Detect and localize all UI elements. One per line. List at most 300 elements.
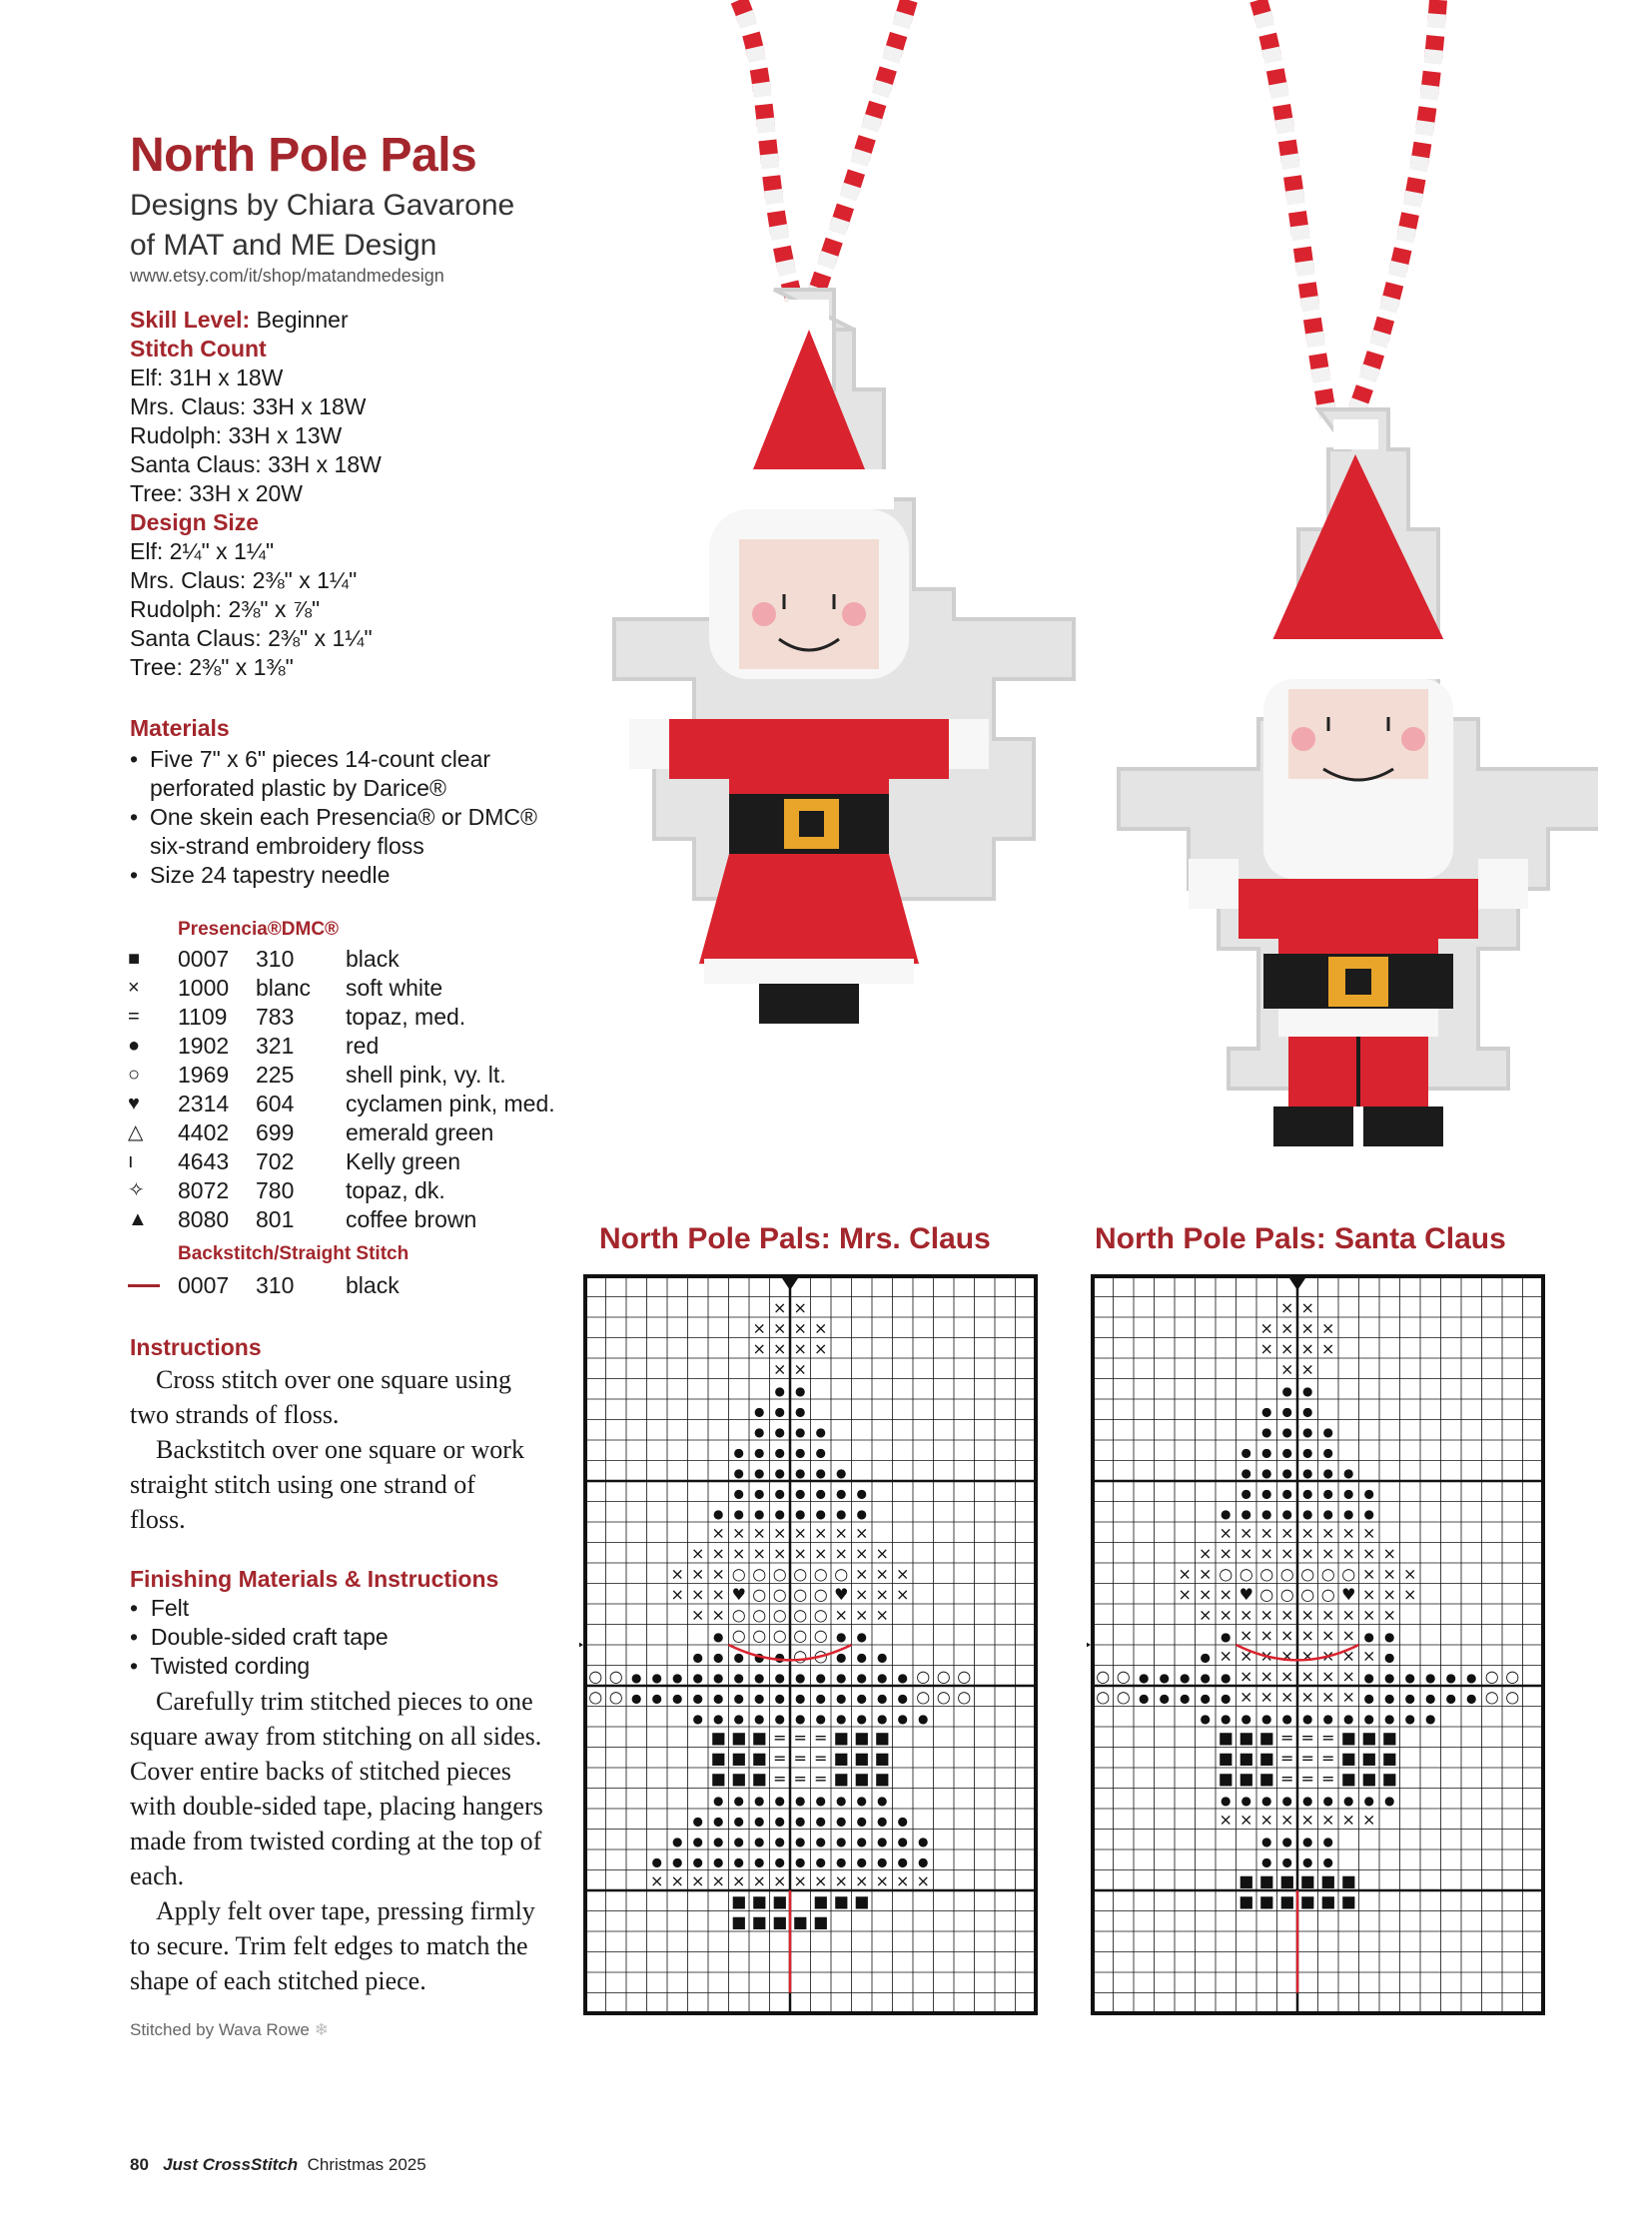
stitch-symbol: ×	[1259, 1338, 1273, 1358]
stitch-symbol: ♥	[1239, 1584, 1253, 1604]
key-row	[128, 1118, 555, 1147]
stitch-symbol: ×	[1382, 1543, 1396, 1563]
stitch-symbol: ●	[774, 1670, 785, 1685]
stitch-symbol: ●	[754, 1670, 765, 1685]
stitch-symbol: ●	[733, 1814, 744, 1829]
stitch-symbol: ×	[752, 1338, 766, 1358]
stitch-symbol: ●	[897, 1814, 908, 1829]
key-color: emerald green	[346, 1119, 494, 1145]
stitch-symbol: ●	[1322, 1445, 1333, 1460]
stitch-symbol: ■	[874, 1748, 890, 1768]
stitch-symbol: ●	[754, 1650, 765, 1665]
key-color: topaz, dk.	[346, 1177, 445, 1203]
stitch-symbol: ●	[1404, 1711, 1415, 1726]
key-symbol: ○	[128, 1064, 141, 1086]
stitch-symbol: ●	[815, 1424, 826, 1439]
designer-url[interactable]: www.etsy.com/it/shop/matandmedesign	[130, 266, 444, 286]
stitch-symbol: ●	[795, 1854, 806, 1869]
stitch-symbol: ×	[1259, 1605, 1273, 1625]
stitch-symbol: ■	[1299, 1870, 1315, 1890]
stitch-symbol: ○	[1341, 1564, 1356, 1584]
key-symbol: ▲	[128, 1208, 148, 1230]
stitch-symbol: ■	[854, 1891, 870, 1911]
backstitch-heading: Backstitch/Straight Stitch	[178, 1243, 410, 1264]
santa-ornament	[1119, 409, 1598, 1146]
stitch-symbol: ●	[1363, 1506, 1374, 1521]
stitch-symbol: ○	[1320, 1584, 1335, 1604]
mrs-claus-ornament	[614, 290, 1074, 1024]
stitch-symbol: ○	[1279, 1584, 1294, 1604]
stitch-symbol: ×	[814, 1870, 828, 1890]
stitch-symbol: ×	[855, 1605, 869, 1625]
stitch-symbol: ×	[1239, 1687, 1253, 1707]
stitch-symbol: ×	[711, 1564, 725, 1584]
stitch-symbol: ●	[1240, 1486, 1251, 1501]
stitch-symbol: ×	[1219, 1523, 1233, 1543]
stitch-symbol: ×	[1341, 1810, 1355, 1830]
stitch-symbol: ×	[834, 1870, 848, 1890]
stitch-symbol: ●	[1261, 1424, 1272, 1439]
ornaments-photo	[599, 0, 1598, 1178]
key-dmc: 780	[256, 1177, 295, 1203]
stitch-symbol: ●	[774, 1383, 785, 1398]
stitch-symbol: =	[814, 1748, 828, 1768]
stitch-symbol: ●	[815, 1691, 826, 1706]
stitch-symbol: =	[1300, 1728, 1314, 1748]
stitch-symbol: ○	[834, 1564, 849, 1584]
key-color: soft white	[346, 975, 443, 1001]
stitch-symbol: ●	[836, 1834, 847, 1849]
stitch-symbol: ○	[916, 1687, 931, 1707]
stitch-symbol: ●	[1281, 1424, 1292, 1439]
stitch-symbol: ×	[732, 1870, 746, 1890]
issue-name: Christmas 2025	[307, 2155, 426, 2174]
stitch-symbol: ×	[1362, 1605, 1376, 1625]
stitch-symbol: ×	[834, 1605, 848, 1625]
stitch-symbol: ×	[1341, 1646, 1355, 1666]
stitch-symbol: ×	[1382, 1605, 1396, 1625]
stitch-symbol: ●	[1363, 1711, 1374, 1726]
stitch-symbol: ■	[1258, 1769, 1274, 1789]
stitch-symbol: ×	[1300, 1666, 1314, 1686]
stitch-symbol: ■	[1218, 1769, 1234, 1789]
stitch-symbol: ■	[854, 1748, 870, 1768]
stitch-symbol: ●	[733, 1445, 744, 1460]
stitch-symbol: ×	[1259, 1625, 1273, 1645]
key-color: black	[346, 946, 400, 972]
key-presencia: 1000	[178, 975, 230, 1001]
stitch-symbol: ●	[1466, 1670, 1477, 1685]
list-item: • One skein each Presencia® or DMC® six-strand embroidery floss	[130, 804, 537, 859]
stitcher-credit: Stitched by Wava Rowe ❄	[130, 2020, 329, 2039]
stitch-symbol: ●	[1322, 1834, 1333, 1849]
stitch-symbol: ■	[751, 1769, 767, 1789]
stitch-symbol: ●	[1322, 1486, 1333, 1501]
stitch-symbol: ●	[733, 1834, 744, 1849]
stitch-symbol: ×	[855, 1523, 869, 1543]
stitch-symbol: ■	[731, 1769, 747, 1789]
stitch-symbol: ●	[836, 1711, 847, 1726]
finishing-text	[130, 1684, 549, 1998]
color-key-table	[128, 945, 555, 1234]
stitch-symbol: ■	[1239, 1748, 1254, 1768]
stitch-symbol: ●	[1281, 1404, 1292, 1419]
key-dmc: blanc	[256, 975, 311, 1001]
stitch-symbol: ○	[793, 1564, 808, 1584]
stitch-symbol: ●	[1159, 1691, 1170, 1706]
stitch-symbol: ×	[1362, 1543, 1376, 1563]
twisted-cord-left	[739, 0, 909, 300]
stitch-symbol: ●	[1281, 1445, 1292, 1460]
stitch-symbol: ○	[1300, 1584, 1315, 1604]
stitch-symbol: ○	[916, 1666, 931, 1686]
stitch-symbol: ●	[1159, 1670, 1170, 1685]
materials-heading: Materials	[130, 715, 230, 741]
stitch-symbol: =	[1321, 1728, 1335, 1748]
stitch-symbol: ■	[751, 1891, 767, 1911]
stitch-symbol: ×	[1219, 1646, 1233, 1666]
stitch-symbol: ○	[772, 1584, 787, 1604]
mrs-claus-chart	[579, 1268, 1045, 2047]
designer-line-1: Designs by Chiara Gavarone	[130, 189, 515, 222]
stitch-symbol: ●	[836, 1854, 847, 1869]
stitch-symbol: ●	[1261, 1486, 1272, 1501]
stitch-symbol: ♥	[834, 1584, 849, 1604]
stitch-symbol: ●	[1240, 1445, 1251, 1460]
stitch-symbol: ○	[1219, 1564, 1234, 1584]
stitch-symbol: ●	[713, 1834, 724, 1849]
stitch-symbol: ●	[713, 1691, 724, 1706]
key-color: red	[346, 1033, 380, 1059]
key-presencia: 8072	[178, 1177, 230, 1203]
stitch-symbol: ×	[1219, 1605, 1233, 1625]
stitch-symbol: ×	[875, 1564, 889, 1584]
key-color: topaz, med.	[346, 1004, 466, 1030]
stitch-symbol: ●	[733, 1650, 744, 1665]
stitch-symbol: ×	[855, 1870, 869, 1890]
stitch-symbol: ×	[1239, 1605, 1253, 1625]
stitch-symbol: ×	[1199, 1543, 1213, 1563]
stitch-symbol: ●	[1281, 1383, 1292, 1398]
stitch-symbol: ×	[1239, 1543, 1253, 1563]
key-presencia: 4643	[178, 1148, 230, 1174]
stitch-symbol: ●	[1281, 1834, 1292, 1849]
list-item: • Double-sided craft tape	[130, 1624, 389, 1650]
stitch-symbol: ●	[815, 1814, 826, 1829]
stitch-symbol: ●	[856, 1691, 867, 1706]
stitch-symbol: ●	[754, 1711, 765, 1726]
stitch-symbol: ×	[1382, 1584, 1396, 1604]
stitch-symbol: ■	[1279, 1870, 1295, 1890]
stitch-symbol: ●	[815, 1670, 826, 1685]
santa-claus-chart	[1087, 1268, 1552, 2047]
stitch-symbol: ×	[1341, 1543, 1355, 1563]
stitch-symbol: ●	[1302, 1506, 1313, 1521]
stitch-symbol: ■	[792, 1911, 808, 1931]
stitch-symbol: ○	[731, 1564, 746, 1584]
stitch-count-item: Elf: 31H x 18W	[130, 365, 284, 390]
stitch-symbol: ×	[1280, 1605, 1294, 1625]
stitch-symbol: ×	[1199, 1584, 1213, 1604]
stitch-symbol: ×	[793, 1318, 807, 1338]
stitch-symbol: ●	[897, 1711, 908, 1726]
stitch-symbol: ○	[1096, 1666, 1111, 1686]
key-color: coffee brown	[346, 1206, 477, 1232]
stitch-symbol: ■	[1340, 1769, 1356, 1789]
stitch-symbol: ●	[1302, 1424, 1313, 1439]
stitch-symbol: ×	[1321, 1646, 1335, 1666]
stitch-symbol: ×	[691, 1605, 705, 1625]
finishing-paragraph: Carefully trim stitched pieces to one square away from stitching on all sides. Cover entire backs of stitched pieces with double-sided tape, placing hangers made from twisted cording at the top of each.	[130, 1687, 543, 1890]
stitch-symbol: ×	[834, 1543, 848, 1563]
stitch-symbol: ●	[692, 1834, 703, 1849]
stitch-symbol: ●	[754, 1404, 765, 1419]
key-dmc: 783	[256, 1004, 295, 1030]
stitch-symbol: ■	[833, 1891, 849, 1911]
stitch-symbol: ×	[1321, 1543, 1335, 1563]
stitch-symbol: ●	[754, 1445, 765, 1460]
stitch-symbol: ■	[1320, 1891, 1336, 1911]
stitch-symbol: ×	[1341, 1687, 1355, 1707]
center-arrow-icon	[1087, 1637, 1091, 1653]
stitch-symbol: ●	[836, 1691, 847, 1706]
stitch-symbol: ○	[813, 1625, 828, 1645]
stitch-symbol: ×	[691, 1543, 705, 1563]
stitch-symbol: ×	[1341, 1625, 1355, 1645]
stitch-symbol: ●	[1343, 1465, 1354, 1480]
stitch-symbol: =	[1280, 1728, 1294, 1748]
stitch-symbol: ■	[751, 1728, 767, 1748]
finishing-paragraph: Apply felt over tape, pressing firmly to secure. Trim felt edges to match the shape of each stitched piece.	[130, 1896, 535, 1995]
stitch-symbol: ●	[754, 1814, 765, 1829]
stitch-symbol: ■	[1239, 1728, 1254, 1748]
stitch-symbol: ×	[773, 1297, 787, 1317]
stitch-symbol: ■	[731, 1891, 747, 1911]
stitch-symbol: ○	[772, 1605, 787, 1625]
stitch-symbol: ○	[813, 1646, 828, 1666]
stitch-symbol: ■	[854, 1769, 870, 1789]
stitch-symbol: ●	[713, 1854, 724, 1869]
key-dmc: 321	[256, 1033, 295, 1059]
stitch-symbol: ○	[793, 1625, 808, 1645]
stitch-symbol: ×	[1362, 1523, 1376, 1543]
stitch-symbol: ■	[1258, 1870, 1274, 1890]
stitch-symbol: ●	[651, 1670, 662, 1685]
stitch-symbol: ●	[774, 1424, 785, 1439]
magazine-name: Just CrossStitch	[163, 2155, 299, 2174]
stitch-symbol: ●	[713, 1814, 724, 1829]
stitch-symbol: ●	[815, 1486, 826, 1501]
stitch-symbol: ●	[795, 1691, 806, 1706]
snowflake-icon: ❄	[314, 2020, 329, 2039]
stitch-symbol: ×	[793, 1359, 807, 1379]
stitch-symbol: ×	[773, 1543, 787, 1563]
stitch-symbol: ●	[1384, 1670, 1395, 1685]
stitch-symbol: ×	[875, 1870, 889, 1890]
stitch-symbol: ×	[1219, 1584, 1233, 1604]
page-footer	[130, 2155, 426, 2175]
stitch-symbol: ○	[1505, 1666, 1520, 1686]
mrs-claus-chart-title: North Pole Pals: Mrs. Claus	[599, 1222, 991, 1255]
stitch-symbol: ○	[731, 1605, 746, 1625]
stitch-symbol: ●	[1322, 1506, 1333, 1521]
stitch-symbol: ●	[1404, 1691, 1415, 1706]
stitch-symbol: ×	[752, 1523, 766, 1543]
santa-claus-chart-title: North Pole Pals: Santa Claus	[1095, 1222, 1506, 1255]
stitch-symbol: ×	[855, 1543, 869, 1563]
stitch-symbol: ○	[1116, 1666, 1131, 1686]
stitch-symbol: ●	[672, 1691, 683, 1706]
stitch-symbol: ×	[1199, 1605, 1213, 1625]
stitch-symbol: ●	[1281, 1711, 1292, 1726]
stitch-symbol: ■	[731, 1911, 747, 1931]
instructions-paragraph: Cross stitch over one square using two strands of floss.	[130, 1365, 512, 1429]
design-size-item: Mrs. Claus: 2⅜" x 1¼"	[130, 567, 358, 593]
stitch-symbol: ×	[875, 1543, 889, 1563]
skill-label: Skill Level:	[130, 307, 251, 333]
key-symbol: ●	[128, 1035, 141, 1057]
stitch-symbol: ×	[773, 1338, 787, 1358]
stitch-symbol: =	[1321, 1748, 1335, 1768]
stitch-symbol: ×	[1280, 1687, 1294, 1707]
stitch-symbol: ●	[1384, 1711, 1395, 1726]
stitch-symbol: ●	[1384, 1629, 1395, 1644]
stitch-symbol: ●	[754, 1691, 765, 1706]
key-heading: Presencia®DMC®	[178, 919, 340, 940]
stitch-symbol: ●	[815, 1711, 826, 1726]
stitch-symbol: ×	[896, 1564, 910, 1584]
stitch-symbol: ×	[1321, 1810, 1335, 1830]
stitch-symbol: ●	[1221, 1670, 1232, 1685]
key-color: Kelly green	[346, 1148, 461, 1174]
design-size-label: Design Size	[130, 509, 260, 535]
stitch-symbol: ×	[1239, 1523, 1253, 1543]
stitch-symbol: ×	[1403, 1584, 1417, 1604]
stitch-symbol: ●	[1240, 1793, 1251, 1808]
stitch-symbol: ●	[774, 1814, 785, 1829]
stitch-symbol: ●	[754, 1834, 765, 1849]
stitch-symbol: ●	[713, 1793, 724, 1808]
stitch-symbol: ♥	[1341, 1584, 1356, 1604]
key-row	[128, 1003, 555, 1032]
stitch-symbol: ○	[731, 1625, 746, 1645]
stitch-symbol: ●	[1221, 1506, 1232, 1521]
stitch-symbol: ●	[877, 1670, 888, 1685]
stitch-symbol: ●	[815, 1834, 826, 1849]
stitch-symbol: ×	[896, 1870, 910, 1890]
stitch-symbol: ●	[1281, 1793, 1292, 1808]
stitch-symbol: ●	[1302, 1445, 1313, 1460]
stitch-symbol: ■	[1381, 1748, 1397, 1768]
stitch-symbol: ●	[815, 1506, 826, 1521]
stitch-symbol: ●	[1343, 1793, 1354, 1808]
stitch-symbol: ×	[1259, 1666, 1273, 1686]
stitch-symbol: =	[773, 1728, 787, 1748]
stitch-symbol: ●	[713, 1670, 724, 1685]
stitch-symbol: ●	[877, 1793, 888, 1808]
stitch-count-item: Tree: 33H x 20W	[130, 480, 303, 506]
stitch-symbol: =	[793, 1748, 807, 1768]
stitch-symbol: ●	[733, 1793, 744, 1808]
stitch-symbol: ●	[774, 1465, 785, 1480]
stitch-symbol: ●	[1281, 1506, 1292, 1521]
stitch-symbol: ×	[711, 1870, 725, 1890]
stitch-symbol: ●	[877, 1814, 888, 1829]
stitch-symbol: ×	[732, 1543, 746, 1563]
stitch-symbol: ●	[692, 1670, 703, 1685]
stitch-symbol: ●	[692, 1650, 703, 1665]
stitch-symbol: ○	[752, 1605, 767, 1625]
stitch-symbol: ○	[1096, 1687, 1111, 1707]
stitch-symbol: ×	[1219, 1543, 1233, 1563]
stitch-symbol: ■	[1361, 1748, 1377, 1768]
stitch-symbol: ×	[1178, 1584, 1192, 1604]
stitch-symbol: ●	[692, 1691, 703, 1706]
key-dmc: 310	[256, 946, 295, 972]
stitch-symbol: ■	[1239, 1769, 1254, 1789]
stitch-symbol: ■	[833, 1728, 849, 1748]
stitch-symbol: ●	[836, 1506, 847, 1521]
stitch-symbol: ●	[877, 1854, 888, 1869]
stitch-symbol: ○	[1484, 1666, 1499, 1686]
key-symbol: ı	[128, 1150, 134, 1172]
stitch-symbol: ×	[1199, 1564, 1213, 1584]
stitch-symbol: ●	[877, 1650, 888, 1665]
stitch-symbol: ●	[856, 1814, 867, 1829]
stitch-symbol: =	[773, 1748, 787, 1768]
stitch-symbol: ●	[1302, 1404, 1313, 1419]
stitch-symbol: ●	[1261, 1506, 1272, 1521]
stitch-symbol: ×	[1280, 1810, 1294, 1830]
stitch-symbol: ■	[1218, 1728, 1234, 1748]
key-dmc: 801	[256, 1206, 295, 1232]
stitch-symbol: ×	[670, 1870, 684, 1890]
stitch-symbol: ●	[836, 1793, 847, 1808]
stitch-symbol: ●	[733, 1711, 744, 1726]
stitch-symbol: ○	[608, 1666, 623, 1686]
stitch-symbol: ○	[1505, 1687, 1520, 1707]
stitch-symbol: ●	[1261, 1445, 1272, 1460]
stitch-symbol: ×	[1280, 1666, 1294, 1686]
stitch-symbol: ●	[1343, 1506, 1354, 1521]
key-row	[128, 1147, 555, 1176]
stitch-symbol: ●	[795, 1404, 806, 1419]
specs-block	[130, 306, 382, 682]
stitch-symbol: ×	[1280, 1646, 1294, 1666]
stitch-symbol: ■	[813, 1891, 829, 1911]
twisted-cord-right	[1258, 0, 1438, 419]
stitch-symbol: ●	[1139, 1691, 1150, 1706]
stitch-symbol: ×	[773, 1318, 787, 1338]
stitch-symbol: ●	[754, 1486, 765, 1501]
stitch-symbol: ○	[752, 1625, 767, 1645]
stitch-symbol: ×	[793, 1870, 807, 1890]
key-symbol: ✧	[128, 1179, 145, 1201]
stitch-symbol: ○	[588, 1687, 603, 1707]
page-number: 80	[130, 2155, 149, 2174]
stitch-symbol: ■	[854, 1728, 870, 1748]
stitch-symbol: ■	[751, 1748, 767, 1768]
stitch-symbol: ●	[1302, 1486, 1313, 1501]
stitch-symbol: ■	[1340, 1870, 1356, 1890]
stitch-symbol: ×	[1280, 1338, 1294, 1358]
materials-list	[130, 745, 569, 890]
key-symbol: =	[128, 1006, 140, 1028]
stitch-symbol: ●	[1466, 1691, 1477, 1706]
stitch-symbol: ●	[795, 1383, 806, 1398]
stitch-symbol: ●	[1221, 1793, 1232, 1808]
stitch-symbol: ○	[1259, 1584, 1274, 1604]
